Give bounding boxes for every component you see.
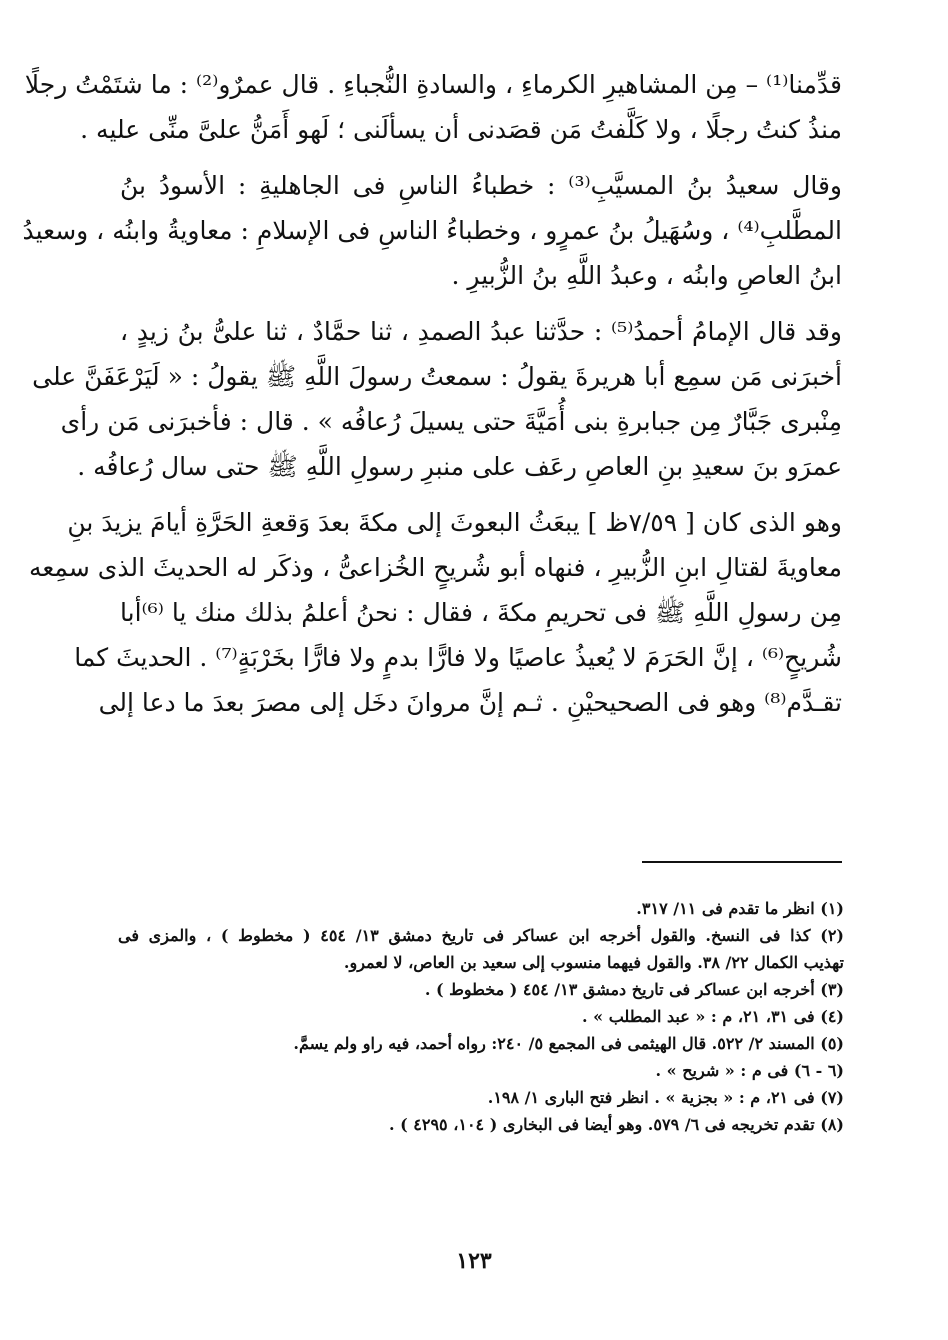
- paragraph-gap: [120, 298, 842, 309]
- body-line: منذُ كنتُ رجلًا ، ولا كَلَّفتُ مَن قصَدنى أن يسألَنى ؛ لَهو أَمَنُّ علىَّ منِّى عليه .: [80, 115, 842, 144]
- body-line: ابنُ العاصِ وابنُه ، وعبدُ اللَّهِ بنُ الزُّبيرِ .: [451, 261, 842, 290]
- body-line: تقـدَّم⁽⁸⁾ وهو فى الصحيحيْنِ . ثـم إنَّ مروانَ دخَل إلى مصرَ بعدَ ما دعا إلى: [98, 688, 842, 717]
- footnote-line: (٧) فى ٢١، م : « بجزية » . انظر فتح البارى ١/ ١٩٨.: [487, 1088, 844, 1107]
- body-line: قدِّمنا⁽¹⁾ – مِن المشاهيرِ الكرماءِ ، والسادةِ النُّجباءِ . قال عمرٌو⁽²⁾ : ما شتَمْتُ رجلًا: [24, 70, 842, 99]
- paragraph-gap: [120, 489, 842, 500]
- footnotes: [118, 895, 844, 1138]
- page-number: ١٢٣: [456, 1248, 492, 1274]
- paragraph-gap: [120, 152, 842, 163]
- body-line: مِنْبرى جَبَّارٌ مِن جبابرةِ بنى أُمَيَّةَ حتى يسيلَ رُعافُه » . قال : فأخبرَنى مَن رأى: [60, 407, 842, 436]
- footnote-line: (١) انظر ما تقدم فى ١١/ ٣١٧.: [636, 899, 844, 918]
- body-line: المطَّلبِ⁽⁴⁾ ، وسُهَيلُ بنُ عمرٍو ، وخطباءُ الناسِ فى الإسلامِ : معاويةُ وابنُه ، وسعيدُ: [22, 216, 842, 245]
- body-line: وقد قال الإمامُ أحمدُ⁽⁵⁾ : حدَّثنا عبدُ الصمدِ ، ثنا حمَّادٌ ، ثنا علىُّ بنُ زيدٍ ،: [120, 317, 842, 346]
- footnote-line: (٣) أخرجه ابن عساكر فى تاريخ دمشق ١٣/ ٤٥٤ ( مخطوط ) .: [424, 980, 844, 999]
- footnote-divider: [642, 861, 842, 863]
- footnote-line: (٦ - ٦) فى م : « شريح » .: [655, 1061, 844, 1080]
- body-line: وقال سعيدُ بنُ المسيَّبِ⁽³⁾ : خطباءُ الناسِ فى الجاهليةِ : الأسودُ بنُ: [120, 171, 842, 200]
- body-line: عمرَو بنَ سعيدِ بنِ العاصِ رعَف على منبرِ رسولِ اللَّهِ ﷺ حتى سال رُعافُه .: [77, 452, 842, 481]
- body-line: مِن رسولِ اللَّهِ ﷺ فى تحريمِ مكةَ ، فقال : نحنُ أعلمُ بذلك منك يا ⁽⁶⁾أبا: [120, 598, 842, 627]
- footnote-line: (٥) المسند ٢/ ٥٢٢. قال الهيثمى فى المجمع ٥/ ٢٤٠: رواه أحمد، فيه راو ولم يسمَّ.: [293, 1034, 844, 1053]
- footnote-line: (٤) فى ٣١، ٢١، م : « عبد المطلب » .: [582, 1007, 844, 1026]
- body-line: معاويةَ لقتالِ ابنِ الزُّبيرِ ، فنهاه أبو شُريحٍ الخُزاعىُّ ، وذكَر له الحديثَ الذى سمِعه: [28, 553, 842, 582]
- body-line: أخبرَنى مَن سمِع أبا هريرةَ يقولُ : سمعتُ رسولَ اللَّهِ ﷺ يقولُ : « لَيَرْعَفَنَّ على: [32, 362, 842, 391]
- body-line: وهو الذى كان [ ٧/٥٩ظ ] يبعَثُ البعوثَ إلى مكةَ بعدَ وَقعةِ الحَرَّةِ أيامَ يزيدَ بنِ: [67, 508, 842, 537]
- footnote-line: (٨) تقدم تخريجه فى ٦/ ٥٧٩. وهو أيضا فى البخارى ( ١٠٤، ٤٢٩٥ ) .: [388, 1115, 844, 1134]
- main-text: [22, 62, 842, 725]
- footnote-line: (٢) كذا فى النسخ. والقول أخرجه ابن عساكر فى تاريخ دمشق ١٣/ ٤٥٤ ( مخطوط ) ، والمزى فى: [118, 926, 844, 945]
- footnote-line: تهذيب الكمال ٢٢/ ٣٨. والقول فيهما منسوب إلى سعيد بن العاص، لا لعمرو.: [343, 953, 844, 972]
- body-line: شُريحٍ⁽⁶⁾ ، إنَّ الحَرَمَ لا يُعيذُ عاصيًا ولا فارًّا بدمٍ ولا فارًّا بخَرْبَةٍ⁽⁷⁾ . الحديثَ كما: [74, 643, 842, 672]
